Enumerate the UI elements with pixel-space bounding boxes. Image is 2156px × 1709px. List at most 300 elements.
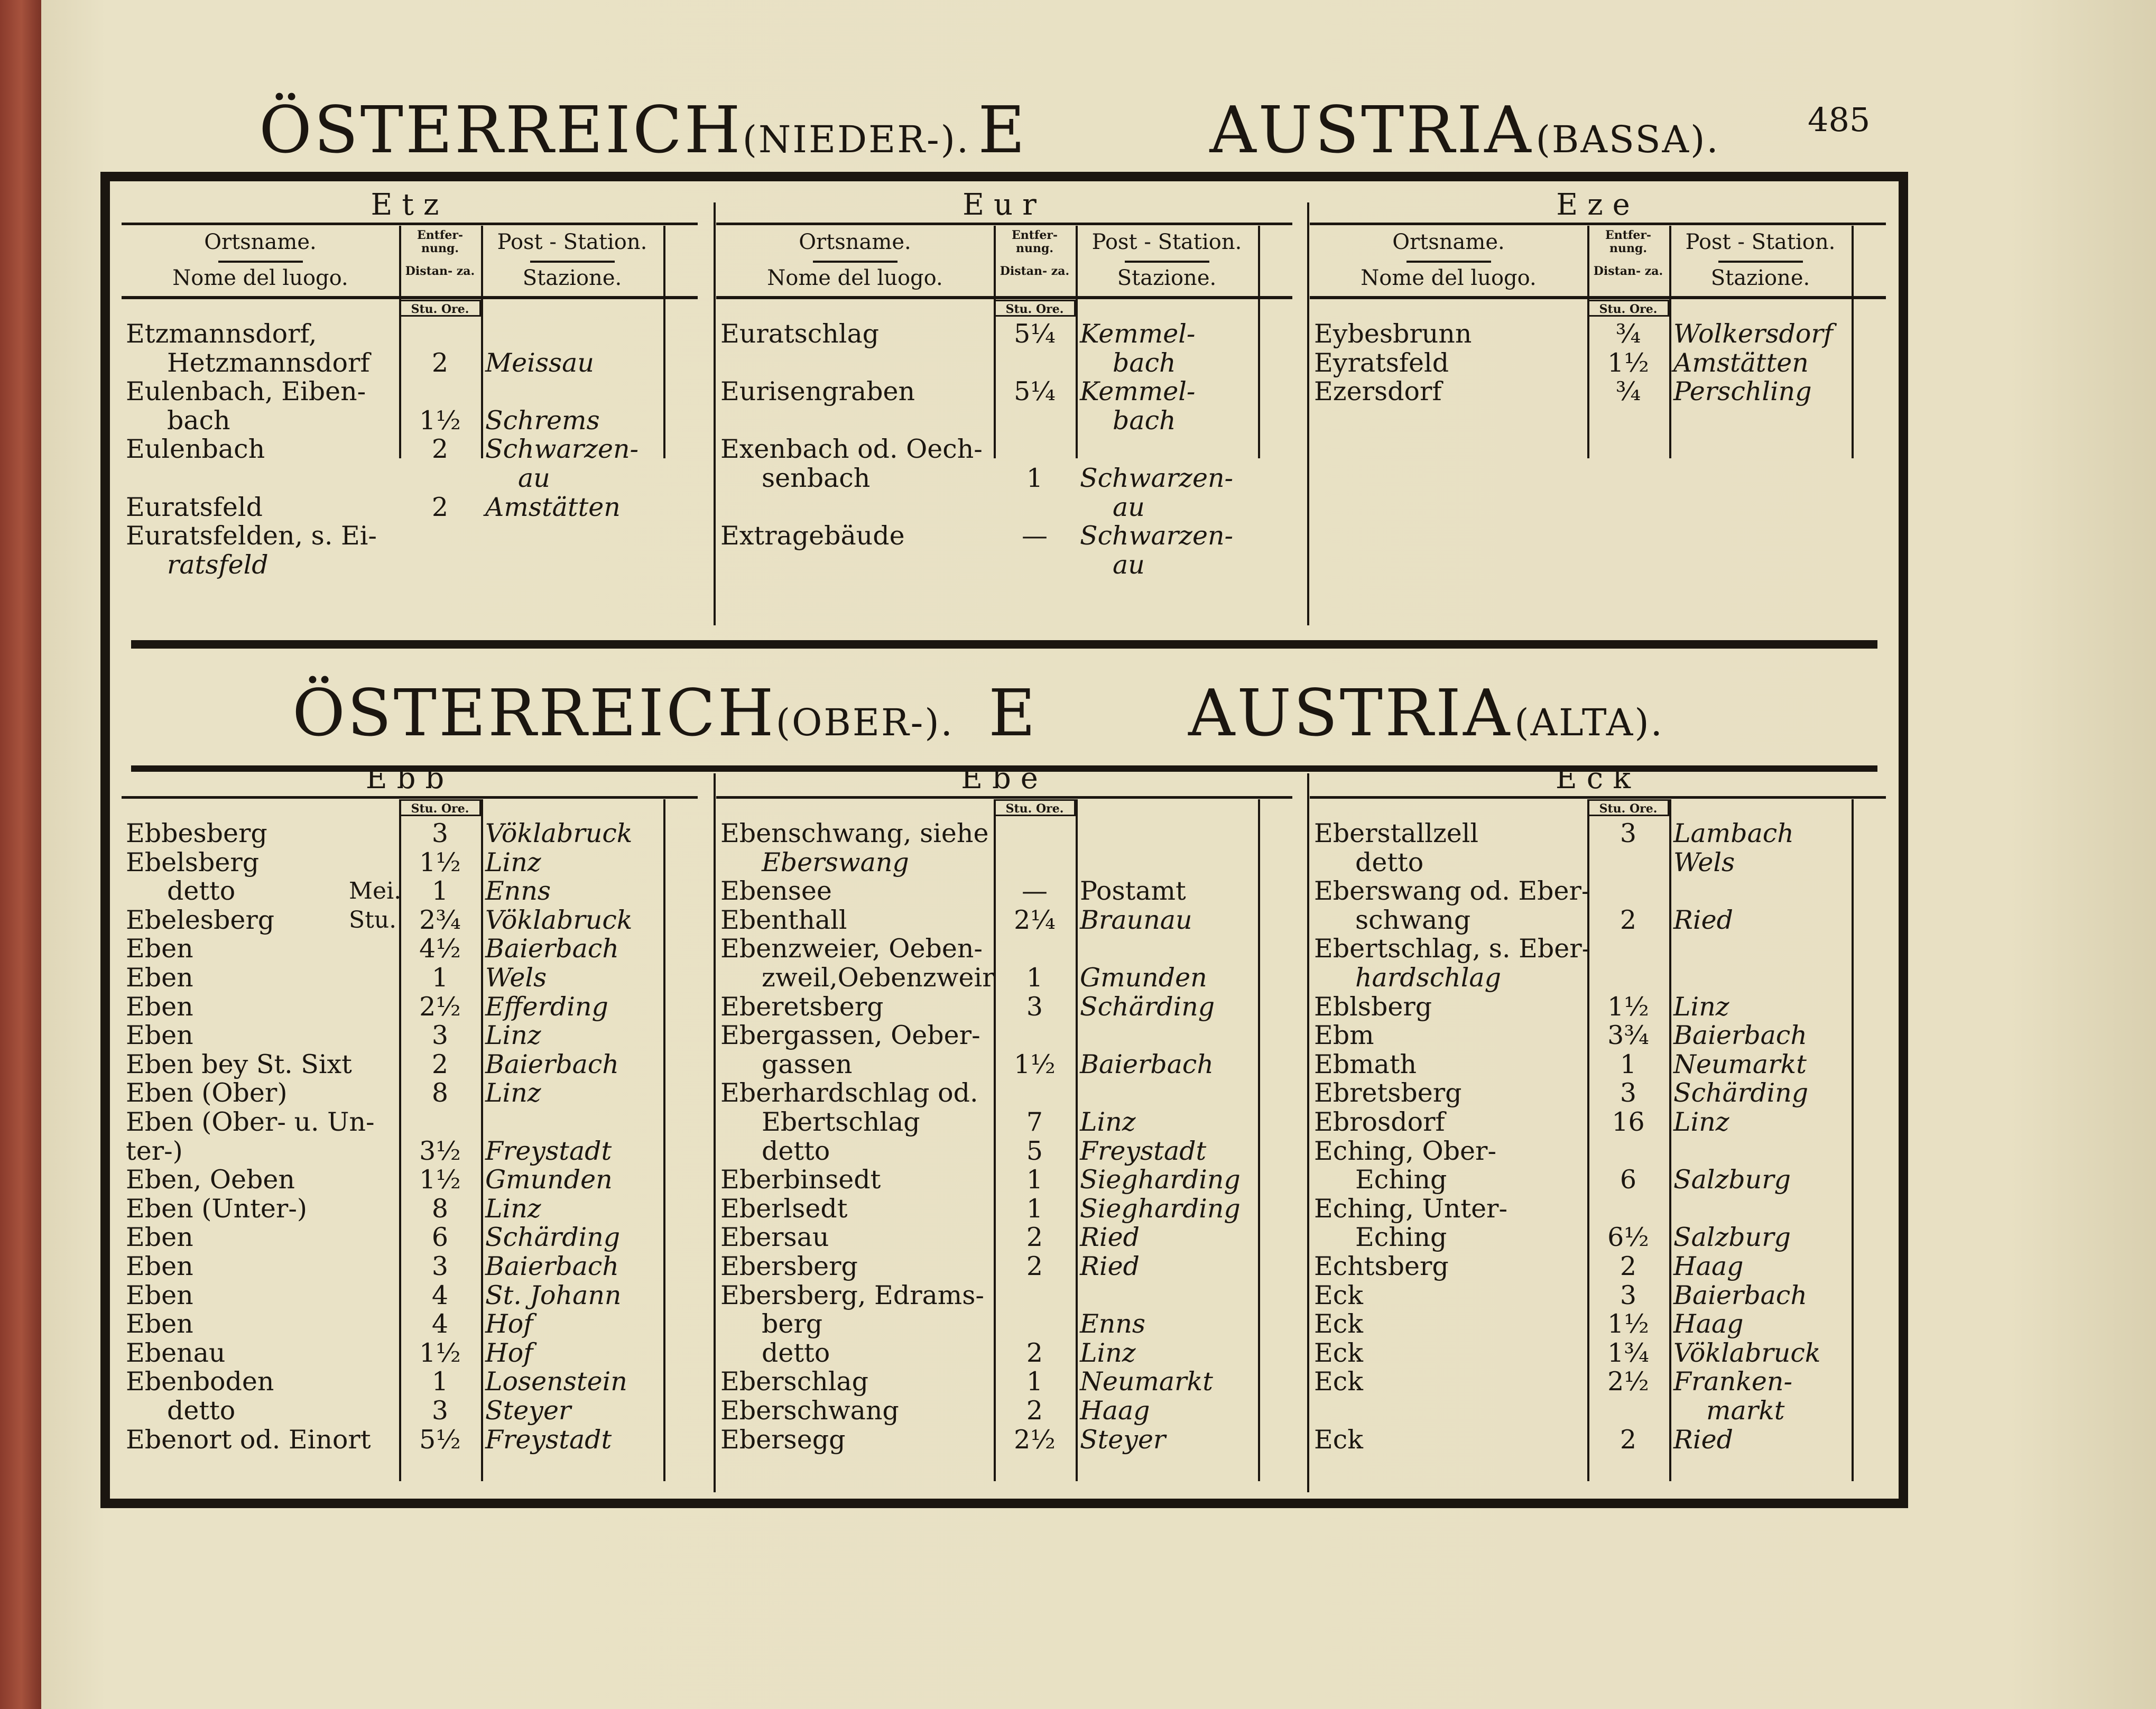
place-name: Eben [126, 1309, 193, 1340]
column-title: Etz [371, 188, 449, 222]
distance-value: 2 [431, 347, 449, 378]
place-name: berg [762, 1309, 823, 1340]
register-row [122, 1310, 698, 1338]
register-row [1310, 1426, 1886, 1454]
register-row [122, 1021, 698, 1050]
place-name: Eck [1314, 1366, 1363, 1397]
distance-value: 6 [431, 1222, 449, 1253]
register-row [122, 377, 698, 406]
distance-value: 2 [1026, 1222, 1043, 1253]
post-station: Linz [485, 1193, 541, 1224]
distance-value: 3 [431, 1251, 449, 1281]
post-station: Ried [1673, 904, 1733, 935]
register-row [122, 493, 698, 522]
place-name: Eberschwang [720, 1396, 899, 1426]
distance-value: 1 [431, 963, 449, 993]
distance-value: 2½ [1607, 1366, 1649, 1397]
heading-italian-qualifier: (BASSA). [1535, 118, 1720, 161]
place-name: Eberbinsedt [720, 1165, 881, 1195]
header-distance: Entfer- nung. [417, 228, 464, 256]
title-rule [1310, 796, 1886, 799]
post-station: Baierbach [485, 934, 619, 964]
register-row [122, 349, 698, 377]
post-station: Baierbach [485, 1251, 619, 1281]
register-row [1310, 935, 1886, 963]
distance-value: 2 [1620, 1251, 1637, 1281]
header-distance-it: Distan- za. [1593, 264, 1663, 278]
post-station: Haag [1673, 1309, 1744, 1340]
header-underline [813, 261, 897, 263]
post-station: Linz [485, 1078, 541, 1108]
header-distance: Entfer- nung. [1605, 228, 1652, 256]
place-name: Eben [126, 1280, 193, 1310]
place-name: Eulenbach, Eiben- [126, 376, 366, 407]
post-station: Schrems [485, 405, 600, 436]
place-name: Ebelsberg [126, 847, 260, 877]
distance-value: 2¾ [419, 904, 461, 935]
column-divider [714, 773, 716, 1492]
register-column [1310, 761, 1886, 1501]
register-row [716, 349, 1292, 377]
register-row [716, 435, 1292, 464]
post-station: Freystadt [1080, 1135, 1207, 1166]
place-name: Etzmannsdorf, [126, 319, 317, 349]
place-name: Ezersdorf [1314, 376, 1442, 407]
post-station: Meissau [485, 347, 594, 378]
place-name: Ebretsberg [1314, 1078, 1462, 1108]
place-name: Eching [1355, 1222, 1447, 1253]
register-row [1310, 906, 1886, 935]
distance-value: 2 [431, 1049, 449, 1079]
post-station: Wels [1673, 847, 1735, 877]
distance-value: 2 [1026, 1251, 1043, 1281]
place-name: Eberswang [762, 847, 909, 877]
post-station: Haag [1080, 1396, 1150, 1426]
register-row [122, 320, 698, 348]
column-divider [1307, 202, 1309, 625]
hours-label: Stu. Ore. [1587, 799, 1669, 816]
register-row [122, 1252, 698, 1281]
distance-value: 16 [1612, 1107, 1645, 1137]
header-underline [218, 261, 303, 263]
column-title: Eck [1555, 761, 1641, 796]
place-name: Ebenboden [126, 1366, 274, 1397]
post-station: au [518, 463, 550, 493]
register-row [716, 1397, 1292, 1425]
register-row [1310, 993, 1886, 1021]
distance-value: 5 [1026, 1135, 1043, 1166]
hours-label: Stu. Ore. [994, 300, 1076, 317]
place-name: Eben bey St. Sixt [126, 1049, 352, 1079]
register-row [1310, 1137, 1886, 1166]
place-name: Euratsfelden, s. Ei- [126, 521, 377, 551]
register-row [716, 935, 1292, 963]
column-title: Eur [963, 188, 1046, 222]
place-name: Eberswang od. Eber- [1314, 876, 1590, 907]
place-name: Eching, Ober- [1314, 1135, 1497, 1166]
place-name: Ebertschlag [762, 1107, 920, 1137]
register-row [122, 1426, 698, 1454]
register-row [1310, 1166, 1886, 1194]
place-name: schwang [1355, 904, 1471, 935]
distance-value: 7 [1026, 1107, 1043, 1137]
register-row [716, 464, 1292, 493]
distance-value: 4½ [419, 934, 461, 964]
distance-value: 1 [431, 1366, 449, 1397]
post-station: Wels [485, 963, 547, 993]
register-column [716, 761, 1292, 1501]
post-station: Amstätten [485, 492, 621, 522]
place-name: detto [1355, 847, 1424, 877]
distance-value: ¾ [1615, 319, 1641, 349]
register-row [1310, 1368, 1886, 1396]
register-row [122, 1195, 698, 1223]
hours-label: Stu. Ore. [399, 300, 481, 317]
page-number: 485 [1808, 100, 1871, 139]
title-rule [1310, 223, 1886, 225]
place-name: Ebertschlag, s. Eber- [1314, 934, 1591, 964]
distance-value: 1½ [419, 1165, 461, 1195]
header-rule [716, 296, 1292, 299]
post-station: Lambach [1673, 818, 1794, 848]
distance-value: — [1022, 876, 1048, 907]
post-station: Siegharding [1080, 1165, 1241, 1195]
header-distance: Entfer- nung. [1011, 228, 1058, 256]
register-row [1310, 320, 1886, 348]
hours-label: Stu. Ore. [1587, 300, 1669, 317]
distance-value: 6½ [1607, 1222, 1649, 1253]
title-rule [122, 796, 698, 799]
distance-value: 3 [431, 1396, 449, 1426]
register-row [716, 1426, 1292, 1454]
distance-value: 1 [1026, 1165, 1043, 1195]
register-row [122, 1108, 698, 1137]
register-row [1310, 1108, 1886, 1137]
post-station: Linz [1673, 991, 1729, 1022]
distance-value: 1½ [1014, 1049, 1056, 1079]
register-row [122, 848, 698, 877]
place-name: Eberstallzell [1314, 818, 1479, 848]
distance-value: 3 [1620, 1280, 1637, 1310]
distance-value: 3 [431, 818, 449, 848]
header-underline [1125, 261, 1209, 263]
post-station: Enns [1080, 1309, 1146, 1340]
register-row [716, 1137, 1292, 1166]
place-name: Eybesbrunn [1314, 319, 1472, 349]
header-underline [1718, 261, 1803, 263]
post-station: Freystadt [485, 1424, 612, 1455]
post-station: Linz [485, 1020, 541, 1051]
place-name: Ebmath [1314, 1049, 1417, 1079]
register-row [122, 435, 698, 464]
distance-value: 6 [1620, 1165, 1637, 1195]
distance-value: 2 [431, 492, 449, 522]
distance-value: 3½ [419, 1135, 461, 1166]
place-name: Hetzmannsdorf [167, 347, 370, 378]
register-column [716, 188, 1292, 626]
post-station: au [1113, 549, 1145, 580]
register-row [1310, 1079, 1886, 1107]
place-name: Eben (Ober- u. Un- [126, 1107, 375, 1137]
register-row [716, 964, 1292, 992]
title-rule [716, 223, 1292, 225]
title-rule [122, 223, 698, 225]
hours-label: Stu. Ore. [399, 799, 481, 816]
place-name: senbach [762, 463, 871, 493]
distance-value: 8 [431, 1193, 449, 1224]
place-name: detto [762, 1337, 830, 1368]
column-divider [714, 202, 716, 625]
place-name: Ebrosdorf [1314, 1107, 1445, 1137]
header-distance-it: Distan- za. [405, 264, 475, 278]
post-station: Freystadt [485, 1135, 612, 1166]
place-name: detto [167, 1396, 236, 1426]
post-station: Wolkersdorf [1673, 319, 1833, 349]
heading-italian: AUSTRIA [1209, 93, 1533, 168]
column-title: Ebb [365, 761, 454, 796]
register-row [716, 493, 1292, 522]
register-row [716, 1021, 1292, 1050]
register-row [122, 1223, 698, 1252]
place-name: Eben [126, 1251, 193, 1281]
place-name: Ebersegg [720, 1424, 846, 1455]
column-title: Ebe [961, 761, 1048, 796]
post-station: Baierbach [485, 1049, 619, 1079]
header-post-station: Post - Station. [1091, 230, 1242, 254]
distance-value: 5½ [419, 1424, 461, 1455]
register-row [122, 407, 698, 435]
post-station: Neumarkt [1673, 1049, 1807, 1079]
heading-italian: AUSTRIA [1188, 676, 1512, 751]
distance-value: 1 [1026, 1193, 1043, 1224]
post-station: Ried [1673, 1424, 1733, 1455]
register-row [1310, 819, 1886, 848]
place-name: Eck [1314, 1424, 1363, 1455]
register-row [716, 848, 1292, 877]
header-place-name: Ortsname. [1392, 230, 1505, 254]
register-row [122, 906, 698, 935]
post-station: Schwarzen- [1080, 463, 1234, 493]
column-title: Eze [1556, 188, 1640, 222]
post-station: Baierbach [1673, 1020, 1807, 1051]
place-name: Extragebäude [720, 521, 905, 551]
post-station: Salzburg [1673, 1165, 1791, 1195]
distance-value: 3 [1620, 1078, 1637, 1108]
heading-letter: E [978, 93, 1028, 168]
register-row [716, 1339, 1292, 1368]
register-column [1310, 188, 1886, 626]
place-name: detto [762, 1135, 830, 1166]
header-station-it: Stazione. [1710, 266, 1810, 290]
post-station: Enns [485, 876, 551, 907]
register-row [1310, 1021, 1886, 1050]
distance-value: 1 [431, 876, 449, 907]
register-row [1310, 1397, 1886, 1425]
place-name: Eberhardschlag od. [720, 1078, 978, 1108]
distance-value: 3 [431, 1020, 449, 1051]
distance-value: 1 [1026, 463, 1043, 493]
register-row [1310, 1281, 1886, 1310]
place-name: gassen [762, 1049, 853, 1079]
place-name: Eberlsedt [720, 1193, 848, 1224]
distance-value: 4 [431, 1280, 449, 1310]
place-name: Eben [126, 991, 193, 1022]
distance-value: 1½ [419, 1337, 461, 1368]
post-station: Haag [1673, 1251, 1744, 1281]
place-name: Eyratsfeld [1314, 347, 1449, 378]
place-name: Ebenau [126, 1337, 226, 1368]
post-station: Gmunden [485, 1165, 613, 1195]
post-station: Perschling [1673, 376, 1812, 407]
place-name: Euratschlag [720, 319, 880, 349]
post-station: Franken- [1673, 1366, 1792, 1397]
post-station: Baierbach [1673, 1280, 1807, 1310]
place-name: Ebersberg [720, 1251, 858, 1281]
place-name: Ebenschwang, siehe [720, 818, 989, 848]
post-station: au [1113, 492, 1145, 522]
register-row [122, 551, 698, 579]
post-station: Schärding [485, 1222, 621, 1253]
register-row [716, 407, 1292, 435]
register-row [716, 1050, 1292, 1079]
register-row [122, 819, 698, 848]
distance-value: 4 [431, 1309, 449, 1340]
place-name: Ebenthall [720, 904, 847, 935]
register-row [1310, 877, 1886, 906]
place-name: Ebensee [720, 876, 832, 907]
heading-german-qualifier: (OBER-). [775, 701, 954, 744]
header-place-name-it: Nome del luogo. [172, 266, 348, 290]
distance-value: 2 [431, 434, 449, 465]
register-row [716, 1108, 1292, 1137]
place-name: Eberschlag [720, 1366, 868, 1397]
register-row [122, 935, 698, 963]
post-station: Schärding [1080, 991, 1215, 1022]
place-name: Ebelesberg [126, 904, 275, 935]
register-row [122, 1281, 698, 1310]
place-name: zweil,Oebenzweir [762, 963, 995, 993]
heading-german: ÖSTERREICH [259, 93, 743, 168]
distance-value: 2 [1620, 1424, 1637, 1455]
header-place-name-it: Nome del luogo. [767, 266, 943, 290]
distance-value: 2½ [419, 991, 461, 1022]
register-row [122, 464, 698, 493]
header-post-station: Post - Station. [497, 230, 647, 254]
place-name: Eck [1314, 1280, 1363, 1310]
post-station: Vöklabruck [485, 818, 633, 848]
register-row [716, 1195, 1292, 1223]
header-underline [530, 261, 615, 263]
place-name: Eck [1314, 1309, 1363, 1340]
header-underline [1407, 261, 1491, 263]
place-name: Eberetsberg [720, 991, 884, 1022]
post-station: Vöklabruck [1673, 1337, 1821, 1368]
post-station: Schärding [1673, 1078, 1809, 1108]
distance-value: 2½ [1014, 1424, 1056, 1455]
post-station: Salzburg [1673, 1222, 1791, 1253]
place-name: Echtsberg [1314, 1251, 1449, 1281]
place-name: Ebergassen, Oeber- [720, 1020, 980, 1051]
post-station: Ried [1080, 1222, 1140, 1253]
register-row [716, 877, 1292, 906]
place-name: Ebm [1314, 1020, 1374, 1051]
place-name: Exenbach od. Oech- [720, 434, 983, 465]
distance-value: 1½ [1607, 1309, 1649, 1340]
place-name: Eulenbach [126, 434, 265, 465]
distance-value: 1 [1026, 1366, 1043, 1397]
place-name: Ebersberg, Edrams- [720, 1280, 984, 1310]
post-station: Linz [1080, 1337, 1136, 1368]
heading-letter: E [988, 676, 1038, 751]
post-station: Steyer [485, 1396, 571, 1426]
place-name: detto [167, 876, 236, 907]
header-rule [122, 296, 698, 299]
header-place-name: Ortsname. [799, 230, 911, 254]
place-name: Eblsberg [1314, 991, 1432, 1022]
post-station: Braunau [1080, 904, 1192, 935]
register-row [716, 320, 1292, 348]
distance-value: 2 [1620, 904, 1637, 935]
register-row [716, 377, 1292, 406]
register-row [716, 1223, 1292, 1252]
distance-value: 5¼ [1014, 376, 1056, 407]
section-heading [292, 676, 1664, 751]
distance-value: 8 [431, 1078, 449, 1108]
post-station: markt [1706, 1396, 1785, 1426]
register-row [122, 1166, 698, 1194]
distance-value: 1¾ [1607, 1337, 1649, 1368]
distance-value: 2 [1026, 1337, 1043, 1368]
post-station: Neumarkt [1080, 1366, 1213, 1397]
header-distance-it: Distan- za. [1000, 264, 1070, 278]
distance-value: 1½ [419, 405, 461, 436]
place-name: Ebenzweier, Oeben- [720, 934, 983, 964]
register-row [122, 522, 698, 550]
register-row [716, 522, 1292, 550]
register-row [1310, 1050, 1886, 1079]
post-station: St. Johann [485, 1280, 622, 1310]
distance-value: — [1022, 521, 1048, 551]
distance-value: 1½ [1607, 991, 1649, 1022]
register-row [1310, 1195, 1886, 1223]
place-name: ter-) [126, 1135, 183, 1166]
register-row [716, 1079, 1292, 1107]
distance-value: 2 [1026, 1396, 1043, 1426]
register-row [122, 1079, 698, 1107]
distance-value: ¾ [1615, 376, 1641, 407]
register-row [716, 1368, 1292, 1396]
post-station: Linz [485, 847, 541, 877]
post-station: Vöklabruck [485, 904, 633, 935]
place-name: Eben [126, 963, 193, 993]
post-station: Kemmel- [1080, 319, 1196, 349]
abbreviation: Mei. [349, 877, 402, 905]
post-station: Linz [1080, 1107, 1136, 1137]
place-name: Ebbesberg [126, 818, 267, 848]
post-station: bach [1113, 405, 1176, 436]
distance-value: 5¼ [1014, 319, 1056, 349]
distance-value: 1½ [1607, 347, 1649, 378]
post-station: Ried [1080, 1251, 1140, 1281]
place-name: hardschlag [1355, 963, 1501, 993]
register-row [1310, 1223, 1886, 1252]
post-station: Schwarzen- [1080, 521, 1234, 551]
place-name: ratsfeld [167, 549, 269, 580]
register-row [122, 1339, 698, 1368]
abbreviation: Stu. [349, 906, 397, 934]
place-name: Eben, Oeben [126, 1165, 295, 1195]
section-divider [131, 640, 1877, 649]
